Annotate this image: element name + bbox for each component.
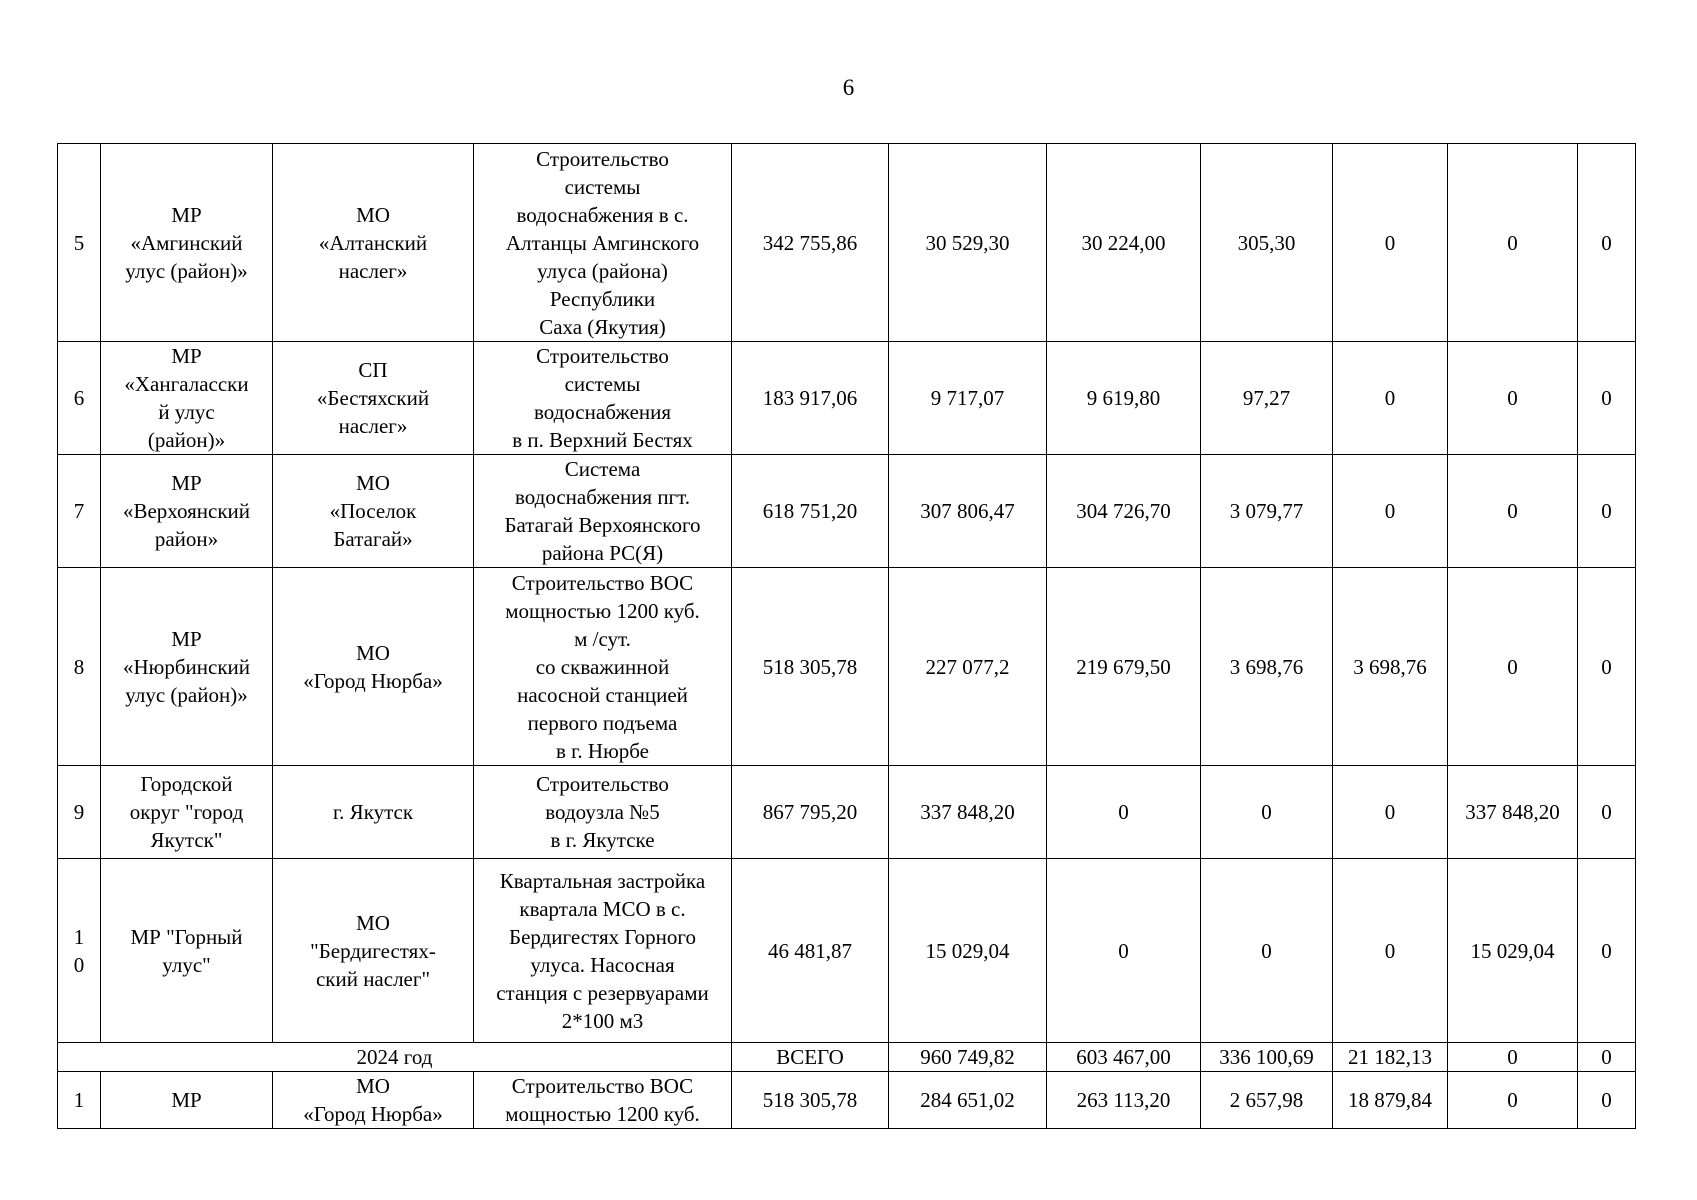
district-cell: МР «Амгинский улус (район)» bbox=[101, 144, 273, 342]
objects-table bbox=[57, 143, 1636, 1129]
value-cell: 342 755,86 bbox=[732, 144, 889, 342]
value-cell: 183 917,06 bbox=[732, 342, 889, 455]
value-cell: 284 651,02 bbox=[889, 1072, 1047, 1129]
district-cell: МР bbox=[101, 1072, 273, 1129]
municipality-cell: МО «Поселок Батагай» bbox=[273, 455, 474, 568]
value-cell: 97,27 bbox=[1201, 342, 1333, 455]
row-number-cell: 5 bbox=[58, 144, 101, 342]
value-cell: 0 bbox=[1578, 144, 1636, 342]
table-row bbox=[58, 859, 1636, 1043]
value-cell: 9 717,07 bbox=[889, 342, 1047, 455]
value-cell: 0 bbox=[1578, 342, 1636, 455]
value-cell: 0 bbox=[1047, 859, 1201, 1043]
district-cell: МР «Хангаласски й улус (район)» bbox=[101, 342, 273, 455]
value-cell: 0 bbox=[1333, 766, 1448, 859]
table-row bbox=[58, 766, 1636, 859]
value-cell: 2 657,98 bbox=[1201, 1072, 1333, 1129]
value-cell: 0 bbox=[1448, 342, 1578, 455]
year-label-cell: 2024 год bbox=[58, 1043, 732, 1072]
value-cell: 0 bbox=[1333, 455, 1448, 568]
district-cell: МР "Горный улус" bbox=[101, 859, 273, 1043]
value-cell: 337 848,20 bbox=[889, 766, 1047, 859]
row-number-cell: 1 0 bbox=[58, 859, 101, 1043]
page-number: 6 bbox=[842, 75, 855, 100]
value-cell: 263 113,20 bbox=[1047, 1072, 1201, 1129]
municipality-cell: МО «Город Нюрба» bbox=[273, 568, 474, 766]
value-cell: 0 bbox=[1578, 568, 1636, 766]
municipality-cell: МО «Город Нюрба» bbox=[273, 1072, 474, 1129]
district-cell: МР «Нюрбинский улус (район)» bbox=[101, 568, 273, 766]
district-cell: МР «Верхоянский район» bbox=[101, 455, 273, 568]
municipality-cell: МО "Бердигестях- ский наслег" bbox=[273, 859, 474, 1043]
total-value-cell: 336 100,69 bbox=[1201, 1043, 1333, 1072]
total-value-cell: 603 467,00 bbox=[1047, 1043, 1201, 1072]
object-name-cell: Строительство системы водоснабжения в с. Алтанцы Амгинского улуса (района) Республики Саха (Якутия) bbox=[474, 144, 732, 342]
value-cell: 15 029,04 bbox=[889, 859, 1047, 1043]
value-cell: 518 305,78 bbox=[732, 568, 889, 766]
value-cell: 30 224,00 bbox=[1047, 144, 1201, 342]
row-number-cell: 6 bbox=[58, 342, 101, 455]
year-total-row bbox=[58, 1043, 1636, 1072]
table-row bbox=[58, 144, 1636, 342]
value-cell: 305,30 bbox=[1201, 144, 1333, 342]
value-cell: 9 619,80 bbox=[1047, 342, 1201, 455]
value-cell: 46 481,87 bbox=[732, 859, 889, 1043]
object-name-cell: Строительство системы водоснабжения в п. Верхний Бестях bbox=[474, 342, 732, 455]
table-row bbox=[58, 342, 1636, 455]
value-cell: 0 bbox=[1578, 1072, 1636, 1129]
value-cell: 307 806,47 bbox=[889, 455, 1047, 568]
row-number-cell: 1 bbox=[58, 1072, 101, 1129]
value-cell: 0 bbox=[1333, 859, 1448, 1043]
value-cell: 0 bbox=[1448, 455, 1578, 568]
value-cell: 0 bbox=[1333, 342, 1448, 455]
municipality-cell: МО «Алтанский наслег» bbox=[273, 144, 474, 342]
value-cell: 0 bbox=[1201, 766, 1333, 859]
row-number-cell: 8 bbox=[58, 568, 101, 766]
value-cell: 3 698,76 bbox=[1333, 568, 1448, 766]
value-cell: 0 bbox=[1448, 568, 1578, 766]
value-cell: 867 795,20 bbox=[732, 766, 889, 859]
value-cell: 0 bbox=[1333, 144, 1448, 342]
table-row bbox=[58, 568, 1636, 766]
object-name-cell: Строительство водоузла №5 в г. Якутске bbox=[474, 766, 732, 859]
total-value-cell: 0 bbox=[1578, 1043, 1636, 1072]
value-cell: 0 bbox=[1448, 1072, 1578, 1129]
row-number-cell: 9 bbox=[58, 766, 101, 859]
value-cell: 304 726,70 bbox=[1047, 455, 1201, 568]
value-cell: 3 079,77 bbox=[1201, 455, 1333, 568]
value-cell: 15 029,04 bbox=[1448, 859, 1578, 1043]
table-row bbox=[58, 455, 1636, 568]
total-value-cell: 0 bbox=[1448, 1043, 1578, 1072]
value-cell: 0 bbox=[1578, 455, 1636, 568]
value-cell: 30 529,30 bbox=[889, 144, 1047, 342]
value-cell: 0 bbox=[1578, 859, 1636, 1043]
object-name-cell: Квартальная застройка квартала МСО в с. Бердигестях Горного улуса. Насосная станция с резервуарами 2*100 м3 bbox=[474, 859, 732, 1043]
total-value-cell: 21 182,13 bbox=[1333, 1043, 1448, 1072]
value-cell: 618 751,20 bbox=[732, 455, 889, 568]
object-name-cell: Система водоснабжения пгт. Батагай Верхоянского района РС(Я) bbox=[474, 455, 732, 568]
object-name-cell: Строительство ВОС мощностью 1200 куб. м /сут. со скважинной насосной станцией первого подъема в г. Нюрбе bbox=[474, 568, 732, 766]
value-cell: 3 698,76 bbox=[1201, 568, 1333, 766]
value-cell: 219 679,50 bbox=[1047, 568, 1201, 766]
value-cell: 18 879,84 bbox=[1333, 1072, 1448, 1129]
row-number-cell: 7 bbox=[58, 455, 101, 568]
value-cell: 337 848,20 bbox=[1448, 766, 1578, 859]
value-cell: 0 bbox=[1578, 766, 1636, 859]
municipality-cell: СП «Бестяхский наслег» bbox=[273, 342, 474, 455]
municipality-cell: г. Якутск bbox=[273, 766, 474, 859]
value-cell: 0 bbox=[1448, 144, 1578, 342]
total-value-cell: 960 749,82 bbox=[889, 1043, 1047, 1072]
district-cell: Городской округ "город Якутск" bbox=[101, 766, 273, 859]
value-cell: 227 077,2 bbox=[889, 568, 1047, 766]
value-cell: 0 bbox=[1201, 859, 1333, 1043]
table-row bbox=[58, 1072, 1636, 1129]
object-name-cell: Строительство ВОС мощностью 1200 куб. bbox=[474, 1072, 732, 1129]
value-cell: 518 305,78 bbox=[732, 1072, 889, 1129]
total-label-cell: ВСЕГО bbox=[732, 1043, 889, 1072]
value-cell: 0 bbox=[1047, 766, 1201, 859]
